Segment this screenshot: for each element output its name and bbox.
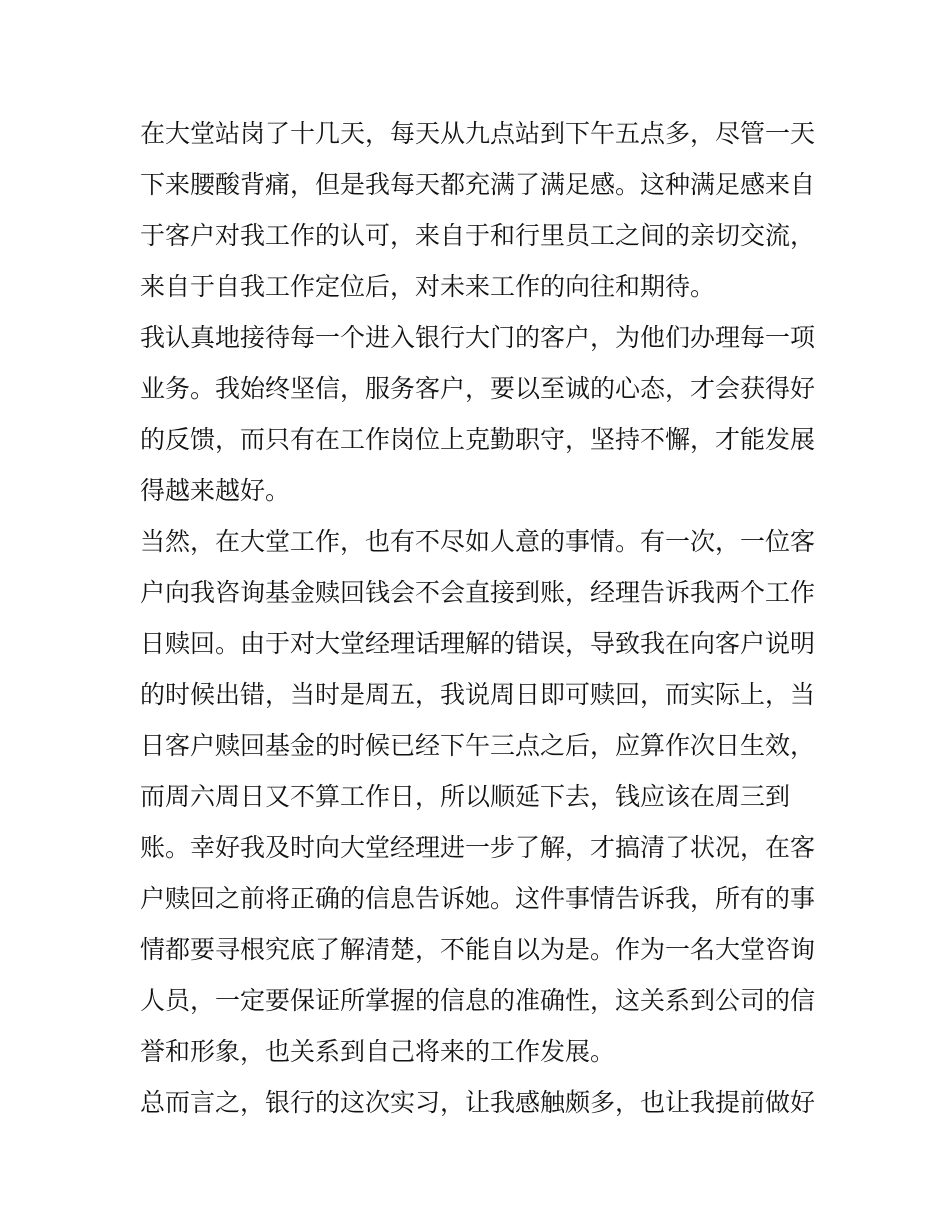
text-line: 我认真地接待每一个进入银行大门的客户，为他们办理每一项 [140,323,816,352]
text-line: 户向我咨询基金赎回钱会不会直接到账，经理告诉我两个工作 [140,578,816,607]
text-line: 下来腰酸背痛，但是我每天都充满了满足感。这种满足感来自 [140,170,816,199]
text-line: 情都要寻根究底了解清楚，不能自以为是。作为一名大堂咨询 [140,935,816,964]
text-line: 总而言之，银行的这次实习，让我感触颇多，也让我提前做好 [140,1088,816,1117]
text-line: 而周六周日又不算工作日，所以顺延下去，钱应该在周三到 [140,782,791,811]
text-line: 于客户对我工作的认可，来自于和行里员工之间的亲切交流， [140,221,816,250]
text-line: 当然，在大堂工作，也有不尽如人意的事情。有一次，一位客 [140,527,816,556]
text-line: 日赎回。由于对大堂经理话理解的错误，导致我在向客户说明 [140,629,816,658]
text-line: 业务。我始终坚信，服务客户，要以至诚的心态，才会获得好 [140,374,816,403]
text-line: 日客户赎回基金的时候已经下午三点之后，应算作次日生效， [140,731,816,760]
text-line: 的时候出错，当时是周五，我说周日即可赎回，而实际上，当 [140,680,816,709]
text-line: 誉和形象，也关系到自己将来的工作发展。 [140,1037,616,1066]
text-line: 户赎回之前将正确的信息告诉她。这件事情告诉我，所有的事 [140,884,816,913]
text-line: 的反馈，而只有在工作岗位上克勤职守，坚持不懈，才能发展 [140,425,816,454]
document-body [140,108,820,1128]
text-line: 得越来越好。 [140,476,291,505]
text-line: 人员，一定要保证所掌握的信息的准确性，这关系到公司的信 [140,986,816,1015]
text-line: 账。幸好我及时向大堂经理进一步了解，才搞清了状况，在客 [140,833,816,862]
text-line: 来自于自我工作定位后，对未来工作的向往和期待。 [140,272,716,301]
text-line: 在大堂站岗了十几天，每天从九点站到下午五点多，尽管一天 [140,119,816,148]
